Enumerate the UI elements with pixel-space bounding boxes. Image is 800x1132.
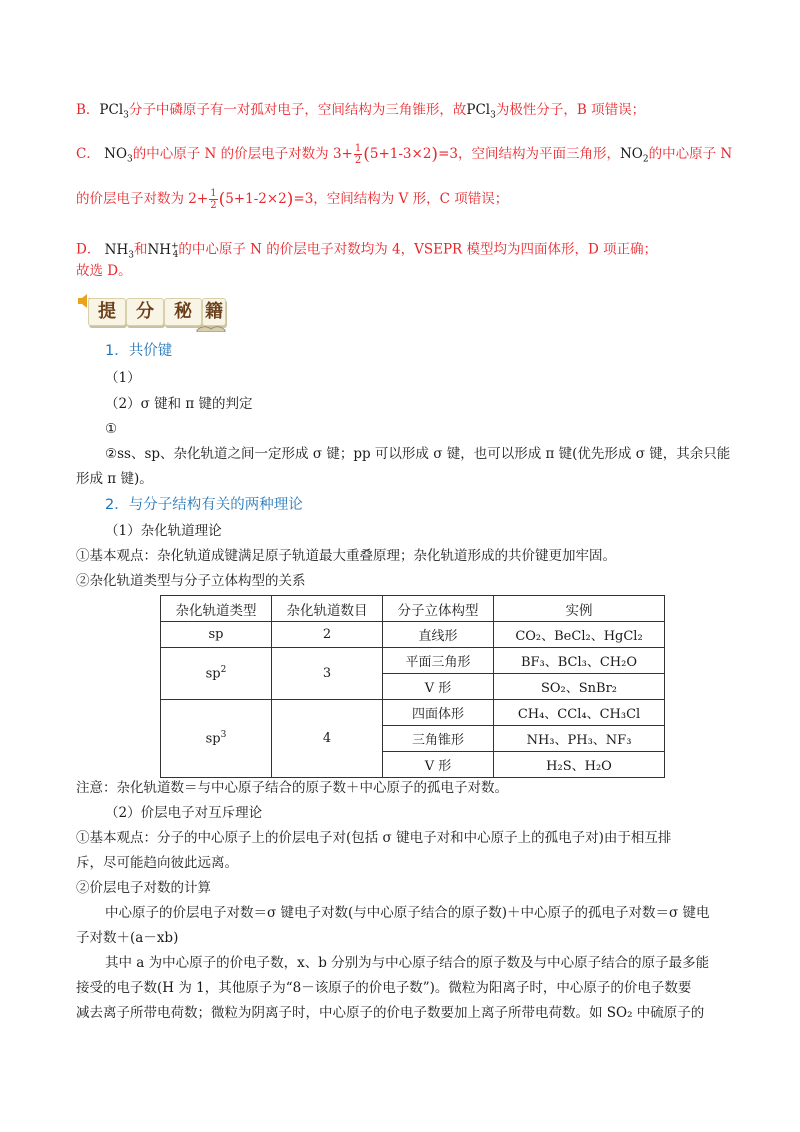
section1-title: 1．共价键 [105,343,173,359]
table-row [161,648,665,674]
header-type: 杂化轨道类型 [161,596,272,622]
option-b-text1: 分子中磷原子有一对孤对电子，空间结构为三角锥形，故 [128,102,467,118]
section2-expl-b: 接受的电子数(H 为 1，其他原子为“8－该原子的价电子数”)。微粒为阳离子时，中心原子的价电子数要 [76,980,692,996]
option-c-text1: 的中心原子 N 的价层电子对数为 3+ [132,146,353,162]
section2-rel: ②杂化轨道类型与分子立体构型的关系 [76,573,306,589]
option-c-text2: =3，空间结构为平面三角形， [438,146,620,162]
formula-no2: $NO_2$ [619,146,649,165]
option-c-line2: 的价层电子对数为 2+ $\frac{1}{2}$ (5+1-2×2)=3，空间结构为 V 形，C 项错误； [76,188,509,211]
cell-count: 2 [272,622,383,648]
option-d [76,236,657,265]
cell-type: $sp^3$ [161,700,272,778]
cell-example: SO₂、SnBr₂ [494,674,665,700]
option-c-line1: C． $NO_3$的中心原子 N 的价层电子对数为 3+ $\frac{1}{2}$ (5+1-3×2)=3，空间结构为平面三角形，$NO_2$的中心原子 N [76,143,733,166]
option-c-text3: 的中心原子 N [648,146,733,162]
and-text: 和 [133,241,148,258]
option-c-expr2: 5+1-2×2 [225,191,287,207]
section2-sub1: （1）杂化轨道理论 [105,523,222,539]
section2-expl-a: 其中 a 为中心原子的价电子数，x、b 分别为与中心原子结合的原子数及与中心原子结合的原子最多能 [105,955,710,971]
formula-no3: $NO_3$ [104,146,133,165]
formula-nh4: $NH^+_4$ [147,241,179,261]
cell-shape: V 形 [383,752,494,778]
table-row [161,622,665,648]
formula-pcl3: PCl$_3$ [99,102,129,121]
section2-note: 注意：杂化轨道数＝与中心原子结合的原子数＋中心原子的孤电子对数。 [76,780,508,796]
section2-basic1: ①基本观点：杂化轨道成键满足原子轨道最大重叠原理；杂化轨道形成的共价键更加牢固。 [76,548,616,564]
book-icon [196,320,226,332]
formula-pcl3-2: PCl$_3$ [466,102,496,121]
cell-example: BF₃、BCl₃、CH₂O [494,648,665,674]
cell-shape: 直线形 [383,622,494,648]
section2-title: 2．与分子结构有关的两种理论 [105,497,303,513]
section2-basic2a: ①基本观点：分子的中心原子上的价层电子对(包括 σ 键电子对和中心原子上的孤电子对)由于相互排 [76,830,672,846]
option-d-text: 的中心原子 N 的价层电子对数均为 4，VSEPR 模型均为四面体形，D 项正确； [178,241,658,258]
cell-shape: V 形 [383,674,494,700]
badge-char-4: 籍 [202,298,226,326]
hybridization-table [160,595,665,778]
fraction-half-2: $\frac{1}{2}$ [210,188,217,211]
option-d-label: D． [76,241,101,258]
cell-example: NH₃、PH₃、NF₃ [494,726,665,752]
section2-calc: ②价层电子对数的计算 [76,880,211,896]
cell-shape: 平面三角形 [383,648,494,674]
section2-expl-c: 减去离子所带电荷数；微粒为阴离子时，中心原子的价电子数要加上离子所带电荷数。如 SO₂ 中硫原子的 [76,1005,705,1021]
badge-char-2: 分 [126,298,164,326]
cell-shape: 三角锥形 [383,726,494,752]
header-count: 杂化轨道数目 [272,596,383,622]
section1-p1: （1） [105,370,141,386]
cell-example: CO₂、BeCl₂、HgCl₂ [494,622,665,648]
cell-type: sp [161,622,272,648]
badge-char-3: 秘 [164,298,202,326]
cell-example: CH₄、CCl₄、CH₃Cl [494,700,665,726]
cell-count: 3 [272,648,383,700]
formula-nh3: $NH_3$ [104,241,134,261]
section1-p3: ① [105,421,118,437]
fraction-half: $\frac{1}{2}$ [354,143,362,166]
section2-basic2b: 斥，尽可能趋向彼此远离。 [76,855,238,871]
cell-example: H₂S、H₂O [494,752,665,778]
tips-badge [76,292,226,332]
section2-sub2: （2）价层电子对互斥理论 [105,805,263,821]
table-row [161,700,665,726]
cell-type: $sp^2$ [161,648,272,700]
header-shape: 分子立体构型 [383,596,494,622]
section1-p2: （2）σ 键和 π 键的判定 [105,396,253,412]
option-c-label: C． [76,146,100,162]
cell-count: 4 [272,700,383,778]
option-b-label: B． [76,102,100,118]
header-example: 实例 [494,596,665,622]
option-c-line2-a: 的价层电子对数为 2+ [76,191,209,207]
section1-p4a: ②ss、sp、杂化轨道之间一定形成 σ 键；pp 可以形成 σ 键，也可以形成 π 键(优先形成 σ 键，其余只能 [105,446,731,462]
section2-formula-a: 中心原子的价层电子对数＝σ 键电子对数(与中心原子结合的原子数)＋中心原子的孤电子对数＝σ 键电 [105,905,710,921]
answer-line: 故选 D。 [76,263,132,279]
option-c-line2-b: =3，空间结构为 V 形，C 项错误； [293,191,509,207]
option-c-expr1: 5+1-3×2 [369,146,432,162]
table-header-row [161,596,665,622]
section1-p4b: 形成 π 键)。 [76,471,153,487]
cell-shape: 四面体形 [383,700,494,726]
section2-formula-b: 子对数＋(a－xb) [76,930,179,946]
option-b-text2: 为极性分子，B 项错误； [495,102,646,118]
option-b [76,100,645,126]
badge-char-1: 提 [88,298,126,326]
